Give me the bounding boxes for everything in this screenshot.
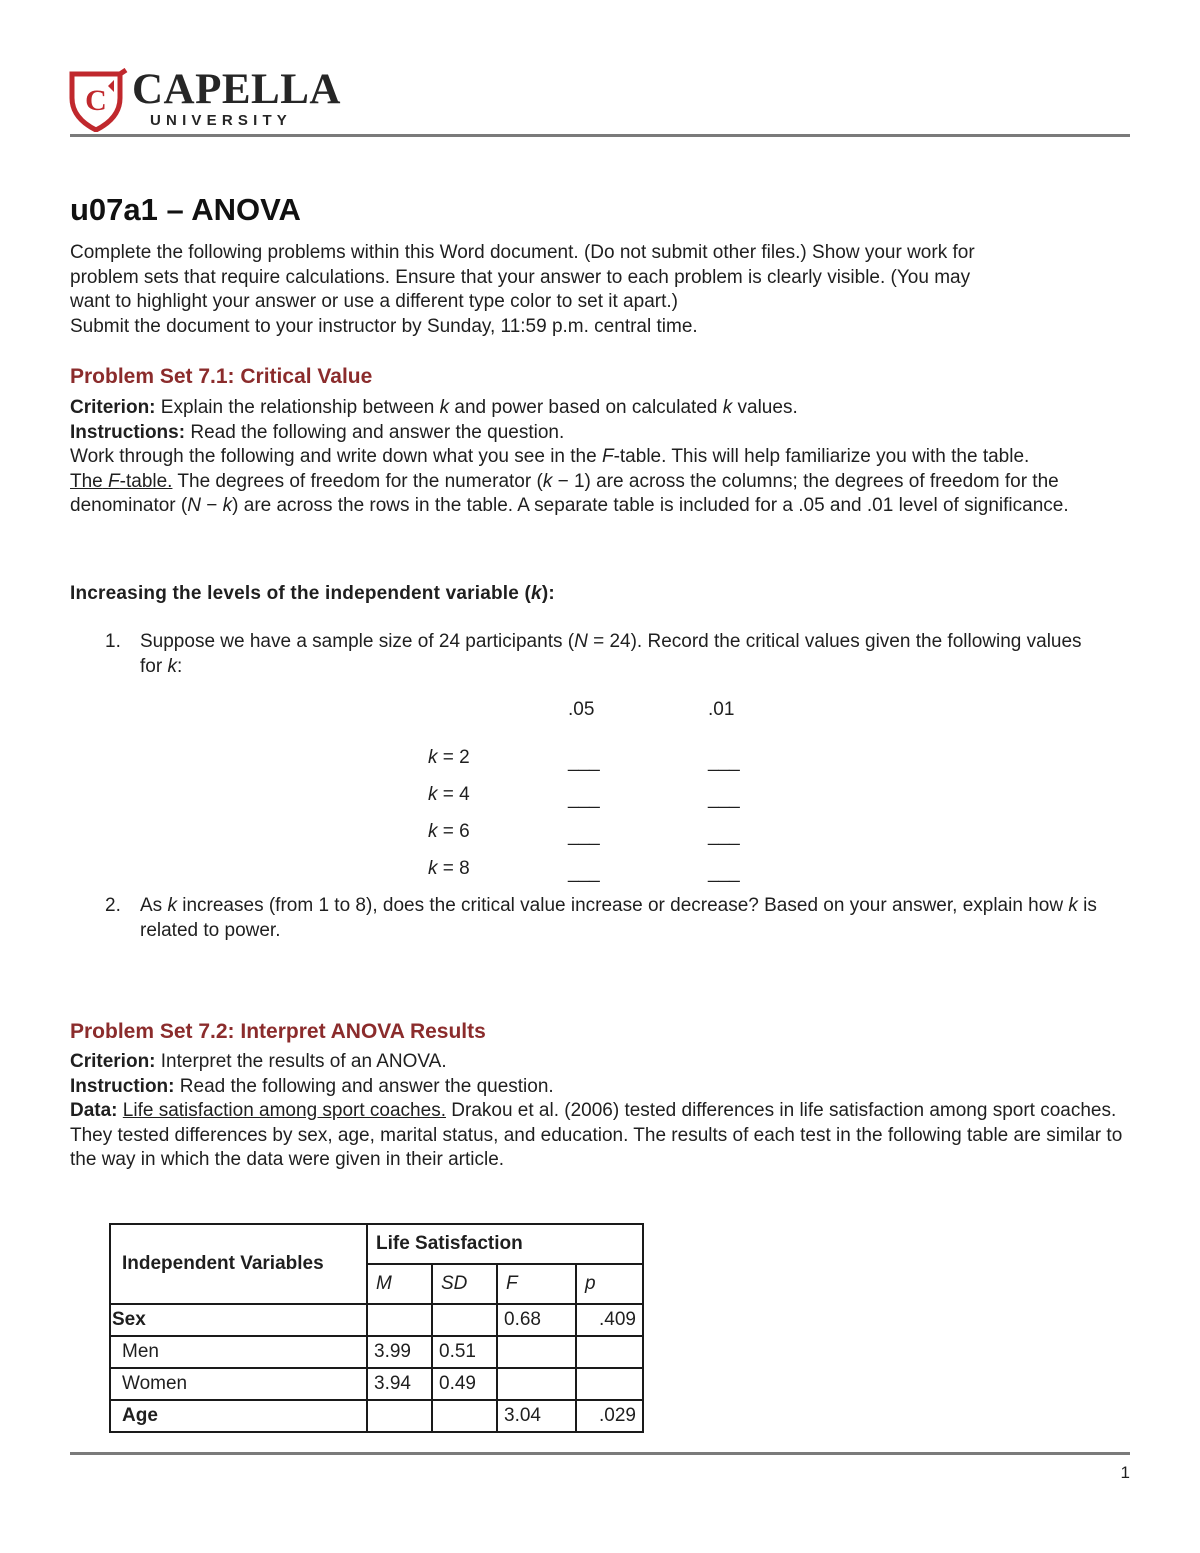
- col-sd-header: SD: [432, 1264, 497, 1304]
- ls-header: Life Satisfaction: [367, 1224, 643, 1264]
- k-row-label: k = 8: [428, 858, 470, 879]
- cell-m: [367, 1304, 432, 1336]
- ftable-link[interactable]: The F-table.: [70, 470, 173, 492]
- intro-paragraph: [70, 241, 1150, 339]
- footer-divider: [70, 1452, 1130, 1455]
- k-row-label: k = 2: [428, 747, 470, 768]
- col-m-header: M: [367, 1264, 432, 1304]
- cell-sd: 0.49: [432, 1368, 497, 1400]
- capella-logo: [68, 68, 368, 134]
- blank-01[interactable]: ___: [708, 825, 740, 846]
- n-symbol: N: [187, 495, 201, 517]
- blank-01[interactable]: ___: [708, 751, 740, 772]
- ftable-text: −: [206, 495, 218, 517]
- k-symbol: k: [439, 397, 450, 418]
- instruction-label: Instruction:: [70, 1075, 175, 1097]
- cell-m: [367, 1400, 432, 1432]
- blank-01[interactable]: ___: [708, 862, 740, 883]
- problem-set-71-heading: Problem Set 7.1: Critical Value: [70, 365, 373, 388]
- criterion-line: [70, 396, 1135, 421]
- problem-set-71-body: [70, 396, 1135, 519]
- criterion-line: [70, 1050, 1135, 1075]
- k-symbol: k: [722, 397, 733, 418]
- list-item-text: As k increases (from 1 to 8), does the critical value increase or decrease? Based on your answer, explain how k is related to power.: [140, 895, 1097, 941]
- ftable-text: ) are across the rows in the table. A separate table is included for a .05 and .01 level of significance.: [232, 495, 1069, 517]
- k-row-label: k = 4: [428, 784, 470, 805]
- cell-p: .029: [576, 1400, 643, 1432]
- cell-f: [497, 1336, 576, 1368]
- subheading-levels: Increasing the levels of the independent variable (k):: [70, 583, 555, 604]
- work-text: Work through the following and write down what you see in the: [70, 446, 597, 468]
- row-label: Women: [110, 1368, 367, 1400]
- k-row-label: k = 6: [428, 821, 470, 842]
- cell-p: [576, 1368, 643, 1400]
- list-number: 1.: [105, 631, 121, 652]
- ftable-text: − 1) are across the columns; the degrees of freedom for the denominator (: [70, 470, 1059, 517]
- data-label: Data:: [70, 1100, 118, 1122]
- table-row: [110, 1368, 643, 1400]
- table-row: [110, 1400, 643, 1432]
- ftable-text: The degrees of freedom for the numerator (: [177, 470, 543, 492]
- col-p-header: p: [576, 1264, 643, 1304]
- intro-line: Complete the following problems within this Word document. (Do not submit other files.) Show your work for: [70, 242, 975, 263]
- data-paragraph: [70, 1099, 1135, 1173]
- problem-set-72-heading: Problem Set 7.2: Interpret ANOVA Results: [70, 1020, 486, 1043]
- list-item: [105, 894, 1105, 944]
- cell-m: 3.99: [367, 1336, 432, 1368]
- data-link[interactable]: Life satisfaction among sport coaches.: [122, 1100, 446, 1122]
- capella-shield-icon: [68, 68, 128, 132]
- data-text: Drakou et al. (2006) tested differences in life satisfaction among sport coaches. They tested differences by sex, age, marital status, and education. The results of each test in the following table are similar to the way in which the data were given in their article.: [70, 1100, 1123, 1171]
- logo-subtitle: UNIVERSITY: [150, 112, 293, 129]
- k-symbol: k: [542, 470, 553, 492]
- page-title: u07a1 – ANOVA: [70, 192, 301, 227]
- instructions-line: [70, 421, 1135, 446]
- blank-05[interactable]: ___: [568, 825, 600, 846]
- table-row: [110, 1304, 643, 1336]
- list-number: 2.: [105, 895, 121, 916]
- intro-line: want to highlight your answer or use a different type color to set it apart.): [70, 291, 678, 313]
- criterion-text: values.: [737, 397, 798, 418]
- instruction-line: [70, 1075, 1135, 1100]
- criterion-label: Criterion:: [70, 397, 156, 418]
- cell-sd: 0.51: [432, 1336, 497, 1368]
- f-symbol: F: [601, 446, 614, 468]
- intro-line: problem sets that require calculations. Ensure that your answer to each problem is clearly visible. (You may: [70, 266, 971, 288]
- problem-set-72-body: [70, 1050, 1135, 1173]
- instructions-label: Instructions:: [70, 421, 186, 443]
- cell-m: 3.94: [367, 1368, 432, 1400]
- intro-line: Submit the document to your instructor by Sunday, 11:59 p.m. central time.: [70, 315, 698, 337]
- blank-01[interactable]: ___: [708, 788, 740, 809]
- work-text: -table. This will help familiarize you with the table.: [613, 446, 1030, 468]
- cell-p: [576, 1336, 643, 1368]
- anova-results-table: [109, 1223, 644, 1433]
- list-item-text: Suppose we have a sample size of 24 participants (N = 24). Record the critical values given the following values for k:: [140, 631, 1082, 677]
- blank-05[interactable]: ___: [568, 751, 600, 772]
- k-symbol: k: [222, 495, 233, 517]
- cell-f: [497, 1368, 576, 1400]
- svg-text:C: C: [85, 84, 107, 117]
- cell-f: 0.68: [497, 1304, 576, 1336]
- cell-p: .409: [576, 1304, 643, 1336]
- cell-sd: [432, 1304, 497, 1336]
- criterion-text: Explain the relationship between: [160, 397, 435, 418]
- col-header-05: .05: [568, 699, 595, 720]
- table-row: [110, 1336, 643, 1368]
- list-item: [105, 630, 1105, 680]
- blank-05[interactable]: ___: [568, 862, 600, 883]
- cell-sd: [432, 1400, 497, 1432]
- page-number: 1: [1120, 1463, 1130, 1482]
- criterion-text: and power based on calculated: [454, 397, 718, 418]
- criterion-text: Interpret the results of an ANOVA.: [160, 1051, 447, 1072]
- instruction-text: Read the following and answer the question.: [179, 1075, 554, 1097]
- header-divider: [70, 134, 1130, 137]
- row-label: Men: [110, 1336, 367, 1368]
- logo-wordmark: CAPELLA: [132, 66, 341, 113]
- criterion-label: Criterion:: [70, 1051, 156, 1072]
- cell-f: 3.04: [497, 1400, 576, 1432]
- blank-05[interactable]: ___: [568, 788, 600, 809]
- ftable-paragraph: [70, 470, 1135, 519]
- work-line: [70, 445, 1135, 470]
- instructions-text: Read the following and answer the question.: [190, 421, 565, 443]
- col-f-header: F: [497, 1264, 576, 1304]
- row-label: Age: [110, 1400, 367, 1432]
- row-label: Sex: [110, 1304, 367, 1336]
- col-header-01: .01: [708, 699, 735, 720]
- iv-header: Independent Variables: [110, 1224, 367, 1304]
